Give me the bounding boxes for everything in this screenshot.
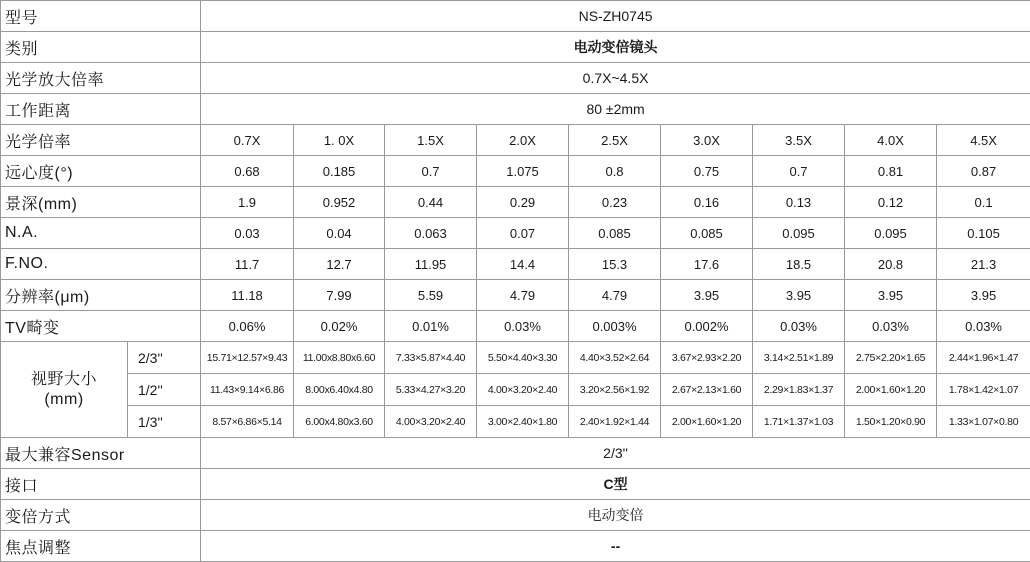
spec-cell: 5.59 — [385, 280, 477, 311]
spec-row — [1, 280, 1030, 311]
spec-cell: 0.03% — [477, 311, 569, 342]
fov-row — [1, 374, 1030, 406]
spec-cell: 0.68 — [201, 156, 294, 187]
sensor-label: 最大兼容Sensor — [1, 438, 201, 469]
spec-cell: 0.7 — [753, 156, 845, 187]
spec-cell: 0.105 — [937, 218, 1030, 249]
fov-cell: 4.00×3.20×2.40 — [385, 406, 477, 438]
zoom-mode-value: 电动变倍 — [201, 500, 1030, 531]
spec-cell: 0.952 — [294, 187, 385, 218]
spec-cell: 12.7 — [294, 249, 385, 280]
spec-cell: 0.085 — [569, 218, 661, 249]
sensor-value: 2/3'' — [201, 438, 1030, 469]
spec-row-label: TV畸变 — [1, 311, 201, 342]
spec-cell: 0.095 — [845, 218, 937, 249]
row-magnification — [1, 125, 1030, 156]
spec-cell: 0.063 — [385, 218, 477, 249]
spec-cell: 0.06% — [201, 311, 294, 342]
spec-row-label: F.NO. — [1, 249, 201, 280]
spec-cell: 14.4 — [477, 249, 569, 280]
focus-value: -- — [201, 531, 1030, 562]
row-focus — [1, 531, 1030, 562]
wd-value: 80 ±2mm — [201, 94, 1030, 125]
spec-cell: 0.03% — [753, 311, 845, 342]
fov-cell: 1.78×1.42×1.07 — [937, 374, 1030, 406]
fov-cell: 11.00x8.80x6.60 — [294, 342, 385, 374]
mag-cell: 4.0X — [845, 125, 937, 156]
fov-cell: 2.29×1.83×1.37 — [753, 374, 845, 406]
spec-cell: 3.95 — [845, 280, 937, 311]
fov-cell: 6.00x4.80x3.60 — [294, 406, 385, 438]
spec-row — [1, 218, 1030, 249]
spec-row-label: 远心度(°) — [1, 156, 201, 187]
fov-cell: 2.44×1.96×1.47 — [937, 342, 1030, 374]
spec-cell: 0.29 — [477, 187, 569, 218]
fov-cell: 2.67×2.13×1.60 — [661, 374, 753, 406]
fov-cell: 1.71×1.37×1.03 — [753, 406, 845, 438]
spec-cell: 0.07 — [477, 218, 569, 249]
spec-cell: 0.12 — [845, 187, 937, 218]
fov-cell: 15.71×12.57×9.43 — [201, 342, 294, 374]
magnification-label: 光学倍率 — [1, 125, 201, 156]
mag-cell: 2.0X — [477, 125, 569, 156]
spec-cell: 0.185 — [294, 156, 385, 187]
fov-cell: 3.20×2.56×1.92 — [569, 374, 661, 406]
mag-cell: 1. 0X — [294, 125, 385, 156]
spec-cell: 0.81 — [845, 156, 937, 187]
model-value: NS-ZH0745 — [201, 1, 1030, 32]
fov-label — [1, 342, 128, 438]
model-label: 型号 — [1, 1, 201, 32]
mag-cell: 3.5X — [753, 125, 845, 156]
mag-range-value: 0.7X~4.5X — [201, 63, 1030, 94]
spec-cell: 0.002% — [661, 311, 753, 342]
mag-cell: 1.5X — [385, 125, 477, 156]
spec-cell: 3.95 — [661, 280, 753, 311]
spec-rows — [1, 156, 1030, 342]
row-mag-range — [1, 63, 1030, 94]
spec-cell: 0.1 — [937, 187, 1030, 218]
spec-cell: 18.5 — [753, 249, 845, 280]
row-category — [1, 32, 1030, 63]
fov-cell: 7.33×5.87×4.40 — [385, 342, 477, 374]
spec-cell: 0.44 — [385, 187, 477, 218]
fov-row — [1, 406, 1030, 438]
spec-cell: 4.79 — [477, 280, 569, 311]
zoom-mode-label: 变倍方式 — [1, 500, 201, 531]
fov-cell: 4.40×3.52×2.64 — [569, 342, 661, 374]
row-sensor — [1, 438, 1030, 469]
fov-cell: 4.00×3.20×2.40 — [477, 374, 569, 406]
spec-cell: 0.003% — [569, 311, 661, 342]
spec-cell: 20.8 — [845, 249, 937, 280]
fov-cell: 2.75×2.20×1.65 — [845, 342, 937, 374]
category-label: 类别 — [1, 32, 201, 63]
fov-label-line1: 视野大小 — [1, 370, 127, 390]
spec-cell: 0.13 — [753, 187, 845, 218]
spec-cell: 3.95 — [937, 280, 1030, 311]
fov-cell: 3.00×2.40×1.80 — [477, 406, 569, 438]
fov-cell: 5.33×4.27×3.20 — [385, 374, 477, 406]
spec-cell: 0.8 — [569, 156, 661, 187]
spec-cell: 0.095 — [753, 218, 845, 249]
fov-cell: 1.50×1.20×0.90 — [845, 406, 937, 438]
mag-cell: 0.7X — [201, 125, 294, 156]
mount-value: C型 — [201, 469, 1030, 500]
spec-row-label: 景深(mm) — [1, 187, 201, 218]
spec-cell: 0.87 — [937, 156, 1030, 187]
spec-row — [1, 311, 1030, 342]
row-zoom-mode — [1, 500, 1030, 531]
spec-cell: 11.18 — [201, 280, 294, 311]
spec-cell: 0.23 — [569, 187, 661, 218]
mount-label: 接口 — [1, 469, 201, 500]
row-model — [1, 1, 1030, 32]
wd-label: 工作距离 — [1, 94, 201, 125]
spec-row-label: 分辨率(μm) — [1, 280, 201, 311]
spec-cell: 0.02% — [294, 311, 385, 342]
fov-cell: 3.67×2.93×2.20 — [661, 342, 753, 374]
spec-cell: 0.085 — [661, 218, 753, 249]
spec-cell: 0.04 — [294, 218, 385, 249]
mag-cell: 3.0X — [661, 125, 753, 156]
spec-cell: 3.95 — [753, 280, 845, 311]
fov-cell: 8.57×6.86×5.14 — [201, 406, 294, 438]
mag-cell: 2.5X — [569, 125, 661, 156]
spec-cell: 0.03% — [937, 311, 1030, 342]
spec-cell: 0.7 — [385, 156, 477, 187]
mag-range-label: 光学放大倍率 — [1, 63, 201, 94]
spec-row-label: N.A. — [1, 218, 201, 249]
focus-label: 焦点调整 — [1, 531, 201, 562]
spec-cell: 21.3 — [937, 249, 1030, 280]
mag-cell: 4.5X — [937, 125, 1030, 156]
fov-cell: 11.43×9.14×6.86 — [201, 374, 294, 406]
spec-row — [1, 187, 1030, 218]
category-value: 电动变倍镜头 — [201, 32, 1030, 63]
fov-cell: 2.00×1.60×1.20 — [845, 374, 937, 406]
spec-cell: 17.6 — [661, 249, 753, 280]
fov-cell: 2.40×1.92×1.44 — [569, 406, 661, 438]
spec-cell: 11.95 — [385, 249, 477, 280]
spec-cell: 15.3 — [569, 249, 661, 280]
row-working-distance — [1, 94, 1030, 125]
fov-cell: 1.33×1.07×0.80 — [937, 406, 1030, 438]
spec-cell: 0.03% — [845, 311, 937, 342]
fov-row — [1, 342, 1030, 374]
spec-cell: 7.99 — [294, 280, 385, 311]
fov-cell: 5.50×4.40×3.30 — [477, 342, 569, 374]
fov-label-line2: (mm) — [1, 390, 127, 410]
spec-cell: 1.075 — [477, 156, 569, 187]
fov-sensor-size: 1/3'' — [128, 406, 201, 438]
spec-cell: 0.01% — [385, 311, 477, 342]
spec-cell: 11.7 — [201, 249, 294, 280]
row-mount — [1, 469, 1030, 500]
fov-cell: 2.00×1.60×1.20 — [661, 406, 753, 438]
fov-cell: 8.00x6.40x4.80 — [294, 374, 385, 406]
spec-cell: 0.03 — [201, 218, 294, 249]
spec-cell: 0.16 — [661, 187, 753, 218]
spec-row — [1, 249, 1030, 280]
spec-row — [1, 156, 1030, 187]
spec-cell: 1.9 — [201, 187, 294, 218]
fov-cell: 3.14×2.51×1.89 — [753, 342, 845, 374]
spec-cell: 0.75 — [661, 156, 753, 187]
spec-cell: 4.79 — [569, 280, 661, 311]
fov-sensor-size: 1/2'' — [128, 374, 201, 406]
fov-section — [1, 342, 1030, 438]
fov-sensor-size: 2/3'' — [128, 342, 201, 374]
